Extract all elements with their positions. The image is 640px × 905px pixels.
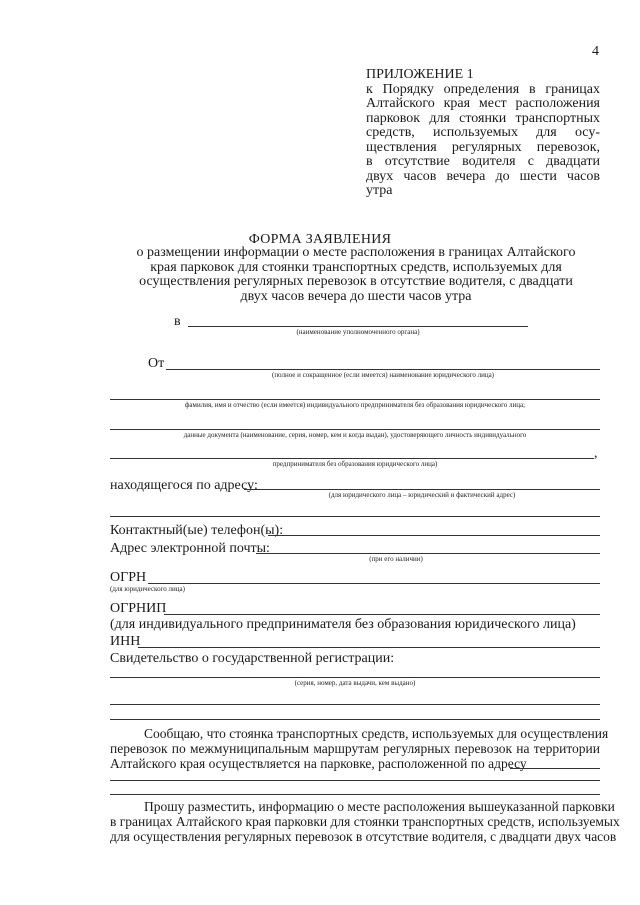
address-label: находящегося по адресу: [110, 478, 258, 493]
appendix-line: средств, используемых для осу- [366, 125, 600, 140]
appendix-line: ществления регулярных перевозок, [366, 139, 600, 155]
ogrnip-label: ОГРНИП [110, 601, 167, 616]
phone-label: Контактный(ые) телефон(ы): [110, 523, 284, 538]
paragraph-request [110, 799, 620, 844]
paragraph-line: для осуществления регулярных перевозок в отсутствие водителя, с двадцати двух часов [110, 828, 617, 844]
ogrnip-field-line[interactable] [164, 614, 600, 615]
paragraph-parking-address [110, 726, 609, 771]
cert-field-line[interactable] [110, 677, 600, 678]
to-caption: (наименование уполномоченного органа) [296, 328, 420, 336]
cert-field-line-3[interactable] [110, 719, 600, 720]
page-number: 4 [592, 44, 599, 59]
email-label: Адрес электронной почты: [110, 541, 270, 556]
paragraph-line: Сообщаю, что стоянка транспортных средств, используемых для осуществления [144, 726, 609, 741]
form-subtitle [108, 246, 604, 304]
appendix-line: Алтайского края мест расположения [366, 96, 600, 111]
paragraph-line: в границах Алтайского края парковки для стоянки транспортных средств, используемых [110, 813, 620, 829]
appendix-title: ПРИЛОЖЕНИЕ 1 [366, 67, 474, 82]
ip-field-line[interactable] [110, 458, 594, 459]
appendix-line: парковок для стоянки транспортных [366, 110, 600, 126]
address-field-line[interactable] [244, 489, 600, 490]
from-field-line[interactable] [166, 369, 600, 370]
ogrn-field-line[interactable] [148, 583, 600, 584]
appendix-block [366, 68, 600, 199]
subtitle-line: о размещении информации о месте расположения в границах Алтайского [136, 245, 576, 260]
doc-field-line[interactable] [110, 429, 600, 430]
paragraph-line: Прошу разместить, информацию о месте расположения вышеуказанной парковки [144, 799, 615, 814]
address-field-line-2[interactable] [110, 516, 600, 517]
inn-label: ИНН [110, 634, 141, 649]
comma: , [594, 446, 598, 461]
cert-label: Свидетельство о государственной регистрации: [110, 651, 395, 666]
subtitle-line: двух часов вечера до шести часов утра [240, 288, 472, 304]
cert-caption: (серия, номер, дата выдачи, кем выдано) [294, 679, 416, 687]
inn-field-line[interactable] [138, 647, 600, 648]
paragraph-line: Алтайского края осуществляется на парковке, расположенной по адресу [110, 755, 527, 771]
email-caption: (при его наличии) [369, 555, 423, 563]
to-field-line[interactable] [188, 326, 528, 327]
parking-address-field-line[interactable] [510, 768, 600, 769]
subtitle-line: осуществления регулярных перевозок в отсутствие водителя, с двадцати [139, 274, 573, 289]
from-caption: (полное и сокращенное (если имеется) наименование юридического лица) [271, 371, 495, 379]
address-caption: (для юридического лица – юридический и фактический адрес) [328, 491, 516, 499]
from-label: От [148, 356, 165, 371]
parking-address-field-line-3[interactable] [110, 794, 600, 795]
appendix-line: в отсутствие водителя с двадцати [366, 154, 600, 169]
cert-field-line-2[interactable] [110, 704, 600, 705]
fio-field-line[interactable] [110, 399, 600, 400]
email-field-line[interactable] [256, 553, 600, 554]
phone-field-line[interactable] [268, 535, 600, 536]
parking-address-field-line-2[interactable] [110, 780, 600, 781]
paragraph-line: перевозок по межмуниципальным маршрутам регулярных перевозок на территории [110, 740, 600, 756]
ip-caption: предпринимателя без образования юридического лица) [272, 460, 438, 468]
doc-caption: данные документа (наименование, серия, номер, кем и когда выдан), удостоверяющего личность индивидуального [183, 431, 527, 439]
ogrn-label: ОГРН [110, 570, 147, 585]
subtitle-line: края парковок для стоянки транспортных средств, используемых для [150, 259, 562, 275]
ogrnip-note: (для индивидуального предпринимателя без образования юридического лица) [110, 617, 576, 632]
appendix-line: утра [366, 183, 393, 198]
to-label: в [174, 314, 181, 329]
appendix-line: двух часов вечера до шести часов [366, 168, 600, 184]
fio-caption: фамилия, имя и отчество (если имеется) индивидуального предпринимателя без образования юридического лица; [184, 401, 526, 409]
ogrn-caption: (для юридического лица) [110, 585, 185, 593]
form-title: ФОРМА ЗАЯВЛЕНИЯ [248, 232, 392, 247]
appendix-line: к Порядку определения в границах [366, 81, 600, 97]
